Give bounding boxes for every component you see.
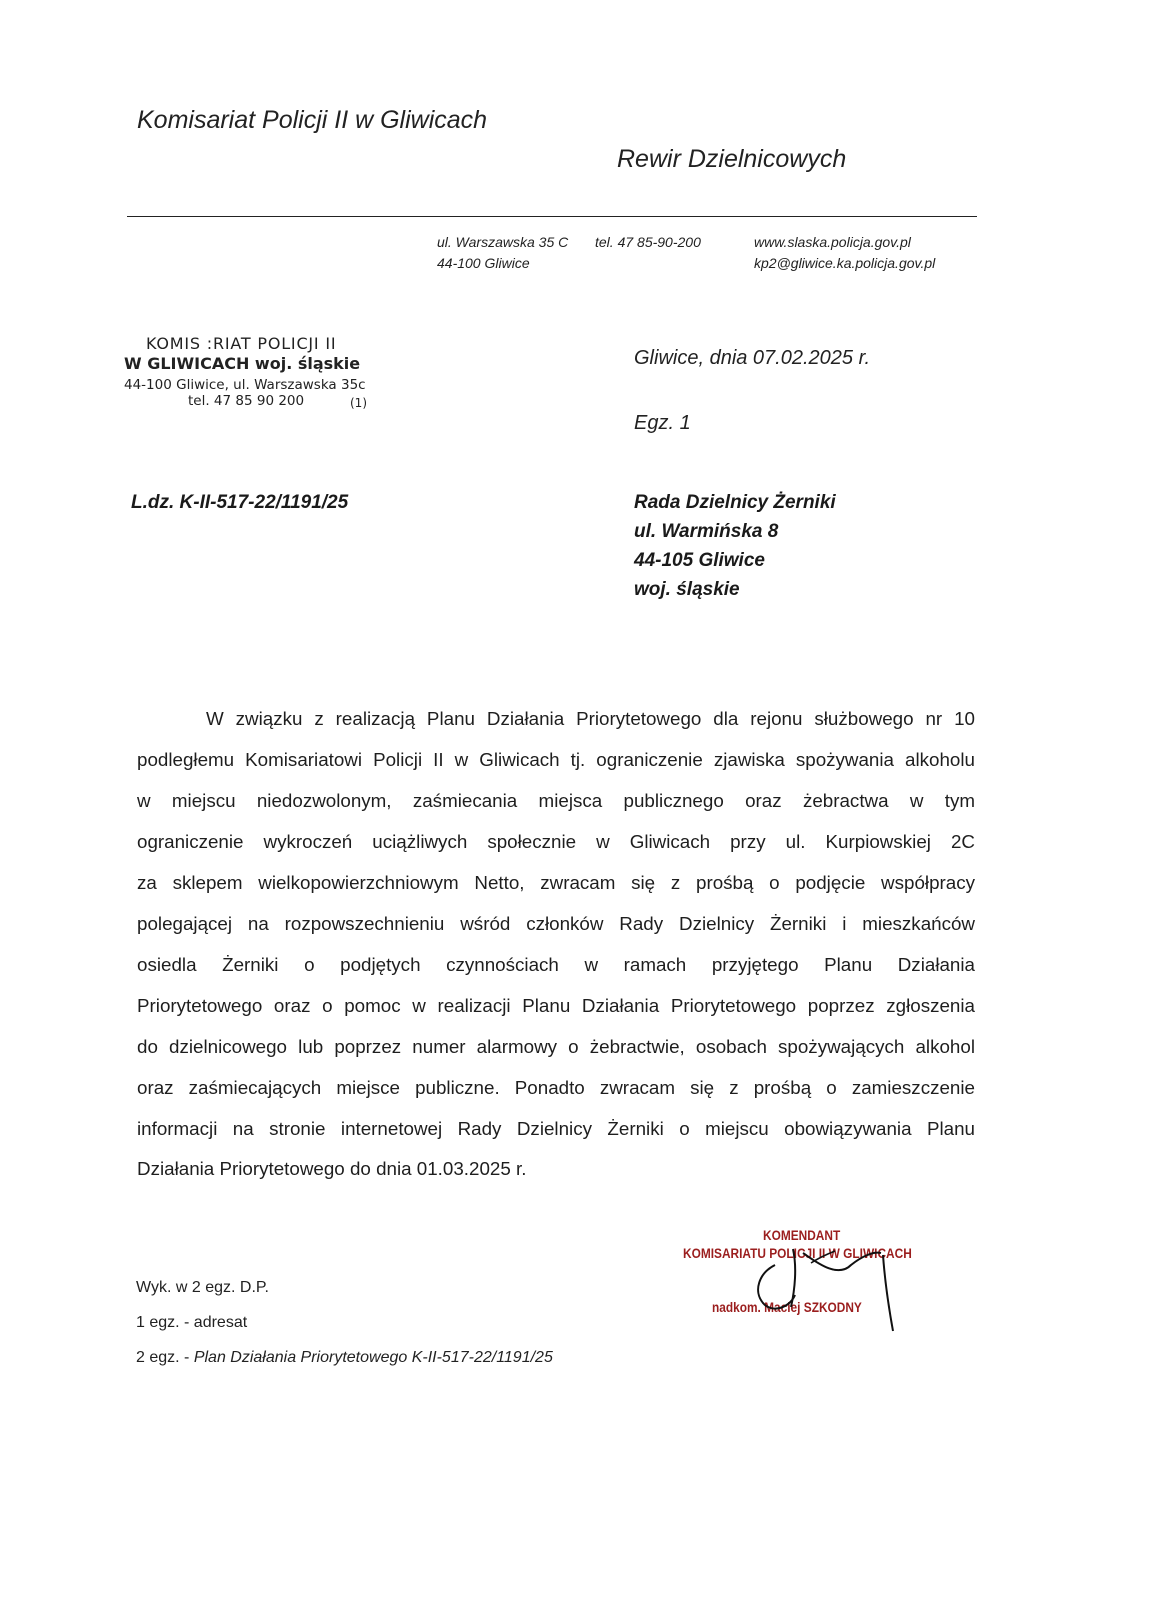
copy-2-note	[136, 1349, 553, 1367]
body-line: W związku z realizacją Planu Działania Priorytetowego dla rejonu służbowego nr 10	[206, 708, 975, 729]
stamp-line-3: 44-100 Gliwice, ul. Warszawska 35c	[124, 377, 366, 393]
recipient-street: ul. Warmińska 8	[634, 521, 779, 542]
unit-name: Rewir Dzielnicowych	[617, 145, 847, 173]
place-date: Gliwice, dnia 07.02.2025 r.	[634, 347, 871, 369]
body-line: podległemu Komisariatowi Policji II w Gliwicach tj. ograniczenie zjawiska spożywania alkoholu	[137, 749, 975, 770]
body-line: informacji na stronie internetowej Rady Dzielnicy Żerniki o miejscu obowiązywania Planu	[137, 1118, 975, 1139]
body-line: za sklepem wielkopowierzchniowym Netto, zwracam się z prośbą o podjęcie współpracy	[137, 872, 975, 893]
body-line: Priorytetowego oraz o pomoc w realizacji Planu Działania Priorytetowego poprzez zgłoszenia	[137, 995, 975, 1016]
body-line: Działania Priorytetowego do dnia 01.03.2025 r.	[137, 1158, 527, 1179]
copy-2-detail: Plan Działania Priorytetowego K-II-517-22/1191/25	[193, 1349, 553, 1366]
address-line-1: ul. Warszawska 35 C	[437, 234, 569, 250]
copy-2-prefix: 2 egz. -	[136, 1349, 194, 1366]
website-link[interactable]: www.slaska.policja.gov.pl	[754, 234, 911, 250]
stamp-line-4: tel. 47 85 90 200	[188, 393, 305, 409]
stamp-line-1: KOMIS :RIAT POLICJI II	[146, 334, 337, 353]
contact-web	[754, 232, 935, 274]
contact-phone: tel. 47 85-90-200	[595, 234, 701, 250]
body-line: osiedla Żerniki o podjętych czynnościach w ramach przyjętego Planu Działania	[137, 954, 975, 975]
recipient-block	[634, 488, 836, 604]
signature-title: KOMENDANT	[763, 1228, 841, 1243]
copy-1-note: 1 egz. - adresat	[136, 1314, 248, 1331]
copy-number: Egz. 1	[634, 412, 691, 434]
body-line: polegającej na rozpowszechnieniu wśród członków Rady Dzielnicy Żerniki i mieszkańców	[137, 913, 975, 934]
copies-note: Wyk. w 2 egz. D.P.	[136, 1279, 269, 1296]
body-line: oraz zaśmiecających miejsce publiczne. Ponadto zwracam się z prośbą o zamieszczenie	[137, 1077, 975, 1098]
body-line: w miejscu niedozwolonym, zaśmiecania miejsca publicznego oraz żebractwa w tym	[137, 790, 975, 811]
handwritten-signature-icon	[745, 1243, 915, 1338]
recipient-region: woj. śląskie	[634, 579, 740, 600]
recipient-name: Rada Dzielnicy Żerniki	[634, 492, 836, 513]
institution-name: Komisariat Policji II w Gliwicach	[137, 106, 488, 134]
contact-address	[437, 232, 568, 274]
email-link[interactable]: kp2@gliwice.ka.policja.gov.pl	[754, 255, 936, 271]
signature-unit: KOMISARIATU POLICJI II W GLIWICACH	[683, 1246, 912, 1261]
body-line: ograniczenie wykroczeń uciążliwych społecznie w Gliwicach przy ul. Kurpiowskiej 2C	[137, 831, 975, 852]
signature-name: nadkom. Maciej SZKODNY	[712, 1300, 862, 1315]
stamp-copy-mark: (1)	[350, 396, 367, 410]
office-stamp	[124, 334, 384, 411]
header-divider	[127, 216, 977, 217]
address-line-2: 44-100 Gliwice	[437, 255, 530, 271]
recipient-city: 44-105 Gliwice	[634, 550, 765, 571]
body-line: do dzielnicowego lub poprzez numer alarmowy o żebractwie, osobach spożywających alkohol	[137, 1036, 975, 1057]
stamp-line-2: W GLIWICACH woj. śląskie	[124, 354, 361, 373]
reference-number: L.dz. K-II-517-22/1191/25	[131, 492, 349, 513]
